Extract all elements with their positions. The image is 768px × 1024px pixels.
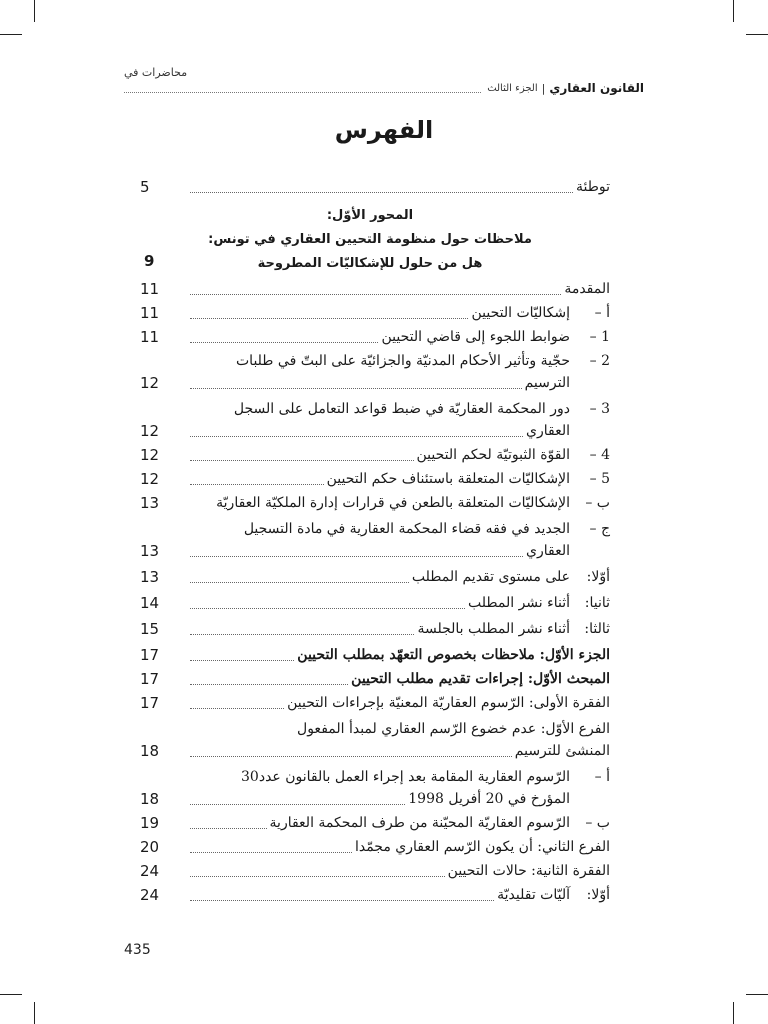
leader-dots [190,460,414,461]
toc-entry-page: 13 [140,494,160,512]
toc-entry-mark: أ – [594,769,610,785]
toc-entry-mark: أ – [594,305,610,321]
toc-entry-page: 17 [140,670,160,688]
leader-dots [190,484,324,485]
leader-dots [190,804,405,805]
toc-entry-text: الترسيم [524,375,570,391]
toc-entry-page: 13 [140,568,160,586]
leader-dots [190,556,523,557]
crop-mark-bottom-left-h [0,994,22,995]
toc-entry-page: 13 [140,542,160,560]
toc-entry-mark: ب – [585,815,610,831]
toc-entry-page: 18 [140,742,160,760]
toc-entry-text: أثناء نشر المطلب بالجلسة [417,621,570,637]
toc-entry-text: العقاري [526,543,570,559]
toc-entry-line1: الرّسوم العقارية المقامة بعد إجراء العمل بالقانون عدد30 [241,769,570,785]
toc-entry-page: 11 [140,304,160,322]
toc-entry-line1: دور المحكمة العقاريّة في ضبط قواعد التعامل على السجل [233,401,570,417]
leader-dots [190,708,284,709]
toc-entry-mark: 4 – [589,447,610,463]
axis-heading: المحور الأوّل: [326,208,414,223]
toc-entry-mark: أوّلا: [586,887,610,903]
leader-dots [190,876,445,877]
crop-mark-top-left-h [0,34,22,35]
toc-entry-text: توطئة [575,179,610,195]
crop-mark-top-right-h [746,34,768,35]
toc-entry-text: الفرع الثاني: أن يكون الرّسم العقاري مجمّدا [354,839,610,855]
toc-entry-text: المنشئ للترسيم [514,743,610,759]
toc-entry-mark: أوّلا: [586,569,610,585]
toc-entry-text: ضوابط اللجوء إلى قاضي التحيين [381,329,570,345]
crop-mark-bottom-right-v [733,1002,734,1024]
leader-dots [190,900,494,901]
toc-entry-page: 12 [140,446,160,464]
toc-entry-text: على مستوى تقديم المطلب [411,569,570,585]
toc-entry-text: إشكاليّات التحيين [471,305,570,321]
toc-entry-page: 12 [140,374,160,392]
leader-dots [190,828,267,829]
leader-dots [190,608,465,609]
toc-entry-text: المبحث الأوّل: إجراءات تقديم مطلب التحيين [351,671,610,687]
toc-entry-text: الرّسوم العقاريّة المحيّنة من طرف المحكمة العقارية [269,815,570,831]
toc-entry-mark: ثالثا: [584,621,610,637]
toc-entry-text: آليّات تقليديّة [497,887,570,903]
header-separator: | [541,81,546,95]
toc-entry-line1: الفرع الأوّل: عدم خضوع الرّسم العقاري لمبدأ المفعول [297,721,610,737]
axis-page: 9 [144,252,155,270]
toc-entry-text: الإشكاليّات المتعلقة باستئناف حكم التحيين [326,471,570,487]
toc-entry-page: 12 [140,422,160,440]
toc-entry-text: المؤرخ في 20 أفريل 1998 [408,791,570,807]
leader-dots [190,294,561,295]
crop-mark-top-right-v [733,0,734,22]
toc-entry-mark: 1 – [589,329,610,345]
leader-dots [190,582,409,583]
toc-entry-page: 12 [140,470,160,488]
toc-entry-page: 18 [140,790,160,808]
toc-entry-page: 14 [140,594,160,612]
toc-entry-page: 17 [140,646,160,664]
crop-mark-bottom-left-v [34,1002,35,1024]
toc-entry-page: 15 [140,620,160,638]
leader-dots [190,192,573,193]
toc-entry-line1: الجديد في فقه قضاء المحكمة العقارية في مادة التسجيل [243,521,570,537]
header-book-title: القانون العقاري [549,81,644,95]
toc-entry-mark: ب – [585,495,610,511]
toc-entry-page: 24 [140,886,160,904]
leader-dots [190,436,523,437]
leader-dots [190,342,378,343]
toc-entry-text: الفقرة الثانية: حالات التحيين [447,863,610,879]
toc-entry-mark: 5 – [589,471,610,487]
axis-line-1: ملاحظات حول منظومة التحيين العقاري في تونس: [208,232,532,247]
toc-entry-mark: 3 – [589,401,610,417]
toc-entry-text: القوّة الثبوتيّة لحكم التحيين [416,447,570,463]
leader-dots [190,756,512,757]
toc-entry-text: العقاري [526,423,570,439]
toc-entry-page: 11 [140,280,160,298]
toc-entry-page: 11 [140,328,160,346]
header-part: الجزء الثالث [487,82,538,94]
toc-entry-text: الجزء الأوّل: ملاحظات بخصوص التعهّد بمطلب التحيين [297,647,610,663]
leader-dots [190,684,348,685]
toc-entry-mark: ثانيا: [584,595,610,611]
crop-mark-bottom-right-h [746,994,768,995]
toc-entry-mark: 2 – [589,353,610,369]
leader-dots [190,318,468,319]
toc-entry-text: أثناء نشر المطلب [468,595,570,611]
leader-dots [190,852,352,853]
toc-entry-page: 17 [140,694,160,712]
leader-dots [190,660,294,661]
toc-entry-text: المقدمة [564,281,610,297]
crop-mark-top-left-v [34,0,35,22]
page-title: الفهرس [334,116,434,144]
toc-entry-page: 24 [140,862,160,880]
axis-line-2: هل من حلول للإشكاليّات المطروحة [257,256,483,271]
header-series: محاضرات في [124,66,188,79]
toc-entry-text: الإشكاليّات المتعلقة بالطعن في قرارات إدارة الملكيّة العقاريّة [216,495,570,511]
leader-dots [190,634,414,635]
page-number: 435 [124,942,151,958]
leader-dots [190,388,522,389]
toc-entry-text: الفقرة الأولى: الرّسوم العقاريّة المعنيّة بإجراءات التحيين [287,695,610,711]
toc-entry-page: 5 [140,178,150,196]
toc-entry-mark: ج – [589,521,610,537]
toc-entry-page: 20 [140,838,160,856]
toc-entry-page: 19 [140,814,160,832]
toc-entry-line1: حجّية وتأثير الأحكام المدنيّة والجزائيّة على البتّ في طلبات [236,353,570,369]
toc-list [140,0,610,1024]
